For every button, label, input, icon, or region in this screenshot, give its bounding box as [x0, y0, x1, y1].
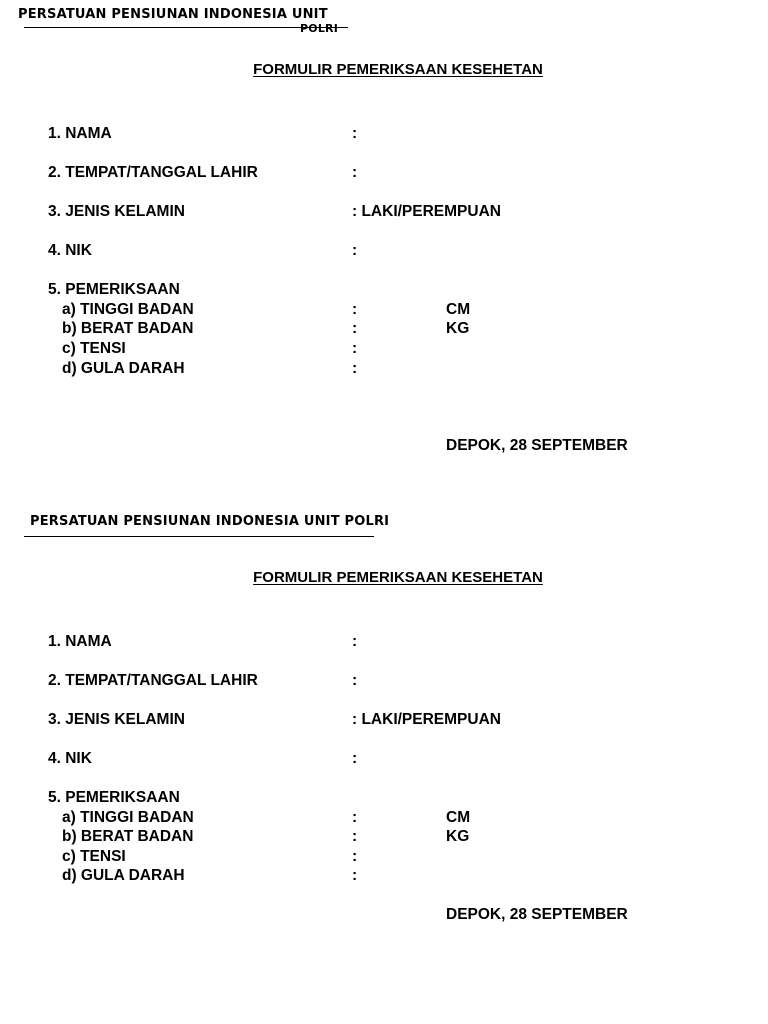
field-nama-colon: :: [352, 125, 358, 142]
org-underline: [24, 536, 374, 537]
field-gula-colon: :: [352, 360, 358, 377]
field-tinggi-label: a) TINGGI BADAN: [62, 301, 194, 318]
field-nama-colon: :: [352, 633, 358, 650]
field-tinggi-label: a) TINGGI BADAN: [62, 809, 194, 826]
field-berat-label: b) BERAT BADAN: [62, 828, 194, 845]
field-jenis-kelamin-value: : LAKI/PEREMPUAN: [352, 203, 501, 220]
field-tensi-colon: :: [352, 340, 358, 357]
org-name-line2: POLRI: [300, 22, 338, 35]
field-nik-label: 4. NIK: [48, 750, 92, 767]
field-gula: [0, 866, 768, 886]
org-name-line1: PERSATUAN PENSIUNAN INDONESIA UNIT: [18, 7, 328, 22]
field-tensi-label: c) TENSI: [62, 340, 126, 357]
field-berat: [0, 827, 768, 847]
field-nik-colon: :: [352, 242, 358, 259]
field-jenis-kelamin-label: 3. JENIS KELAMIN: [48, 203, 185, 220]
field-berat-unit: KG: [446, 828, 470, 845]
field-nik-colon: :: [352, 750, 358, 767]
field-ttl-label: 2. TEMPAT/TANGGAL LAHIR: [48, 672, 258, 689]
field-tensi-label: c) TENSI: [62, 848, 126, 865]
field-jenis-kelamin-label: 3. JENIS KELAMIN: [48, 711, 185, 728]
form-title: FORMULIR PEMERIKSAAN KESEHETAN: [253, 569, 543, 586]
field-jenis-kelamin: [0, 710, 768, 730]
field-tinggi-unit: CM: [446, 301, 471, 318]
field-ttl: [0, 671, 768, 691]
field-tensi-colon: :: [352, 848, 358, 865]
field-gula-label: d) GULA DARAH: [62, 360, 185, 377]
field-ttl-colon: :: [352, 164, 358, 181]
signature-date: DEPOK, 28 SEPTEMBER: [446, 437, 628, 454]
section-pemeriksaan: [0, 788, 768, 808]
field-nama-label: 1. NAMA: [48, 633, 112, 650]
field-nik: [0, 749, 768, 769]
field-nama: [0, 632, 768, 652]
field-jenis-kelamin-value: : LAKI/PEREMPUAN: [352, 711, 501, 728]
section-pemeriksaan-label: 5. PEMERIKSAAN: [48, 789, 180, 806]
field-tensi: [0, 847, 768, 867]
signature-date: DEPOK, 28 SEPTEMBER: [446, 906, 628, 923]
field-berat-colon: :: [352, 320, 358, 337]
field-gula-colon: :: [352, 867, 358, 884]
section-pemeriksaan-label: 5. PEMERIKSAAN: [48, 281, 180, 298]
org-name: PERSATUAN PENSIUNAN INDONESIA UNIT POLRI: [30, 514, 390, 529]
field-tinggi-colon: :: [352, 301, 358, 318]
field-berat-unit: KG: [446, 320, 470, 337]
form-title: FORMULIR PEMERIKSAAN KESEHETAN: [253, 61, 543, 78]
field-ttl-colon: :: [352, 672, 358, 689]
field-nik-label: 4. NIK: [48, 242, 92, 259]
field-ttl-label: 2. TEMPAT/TANGGAL LAHIR: [48, 164, 258, 181]
field-tinggi-colon: :: [352, 809, 358, 826]
field-gula-label: d) GULA DARAH: [62, 867, 185, 884]
field-tinggi: [0, 808, 768, 828]
field-nama-label: 1. NAMA: [48, 125, 112, 142]
field-berat-label: b) BERAT BADAN: [62, 320, 194, 337]
field-tinggi-unit: CM: [446, 809, 471, 826]
field-berat-colon: :: [352, 828, 358, 845]
